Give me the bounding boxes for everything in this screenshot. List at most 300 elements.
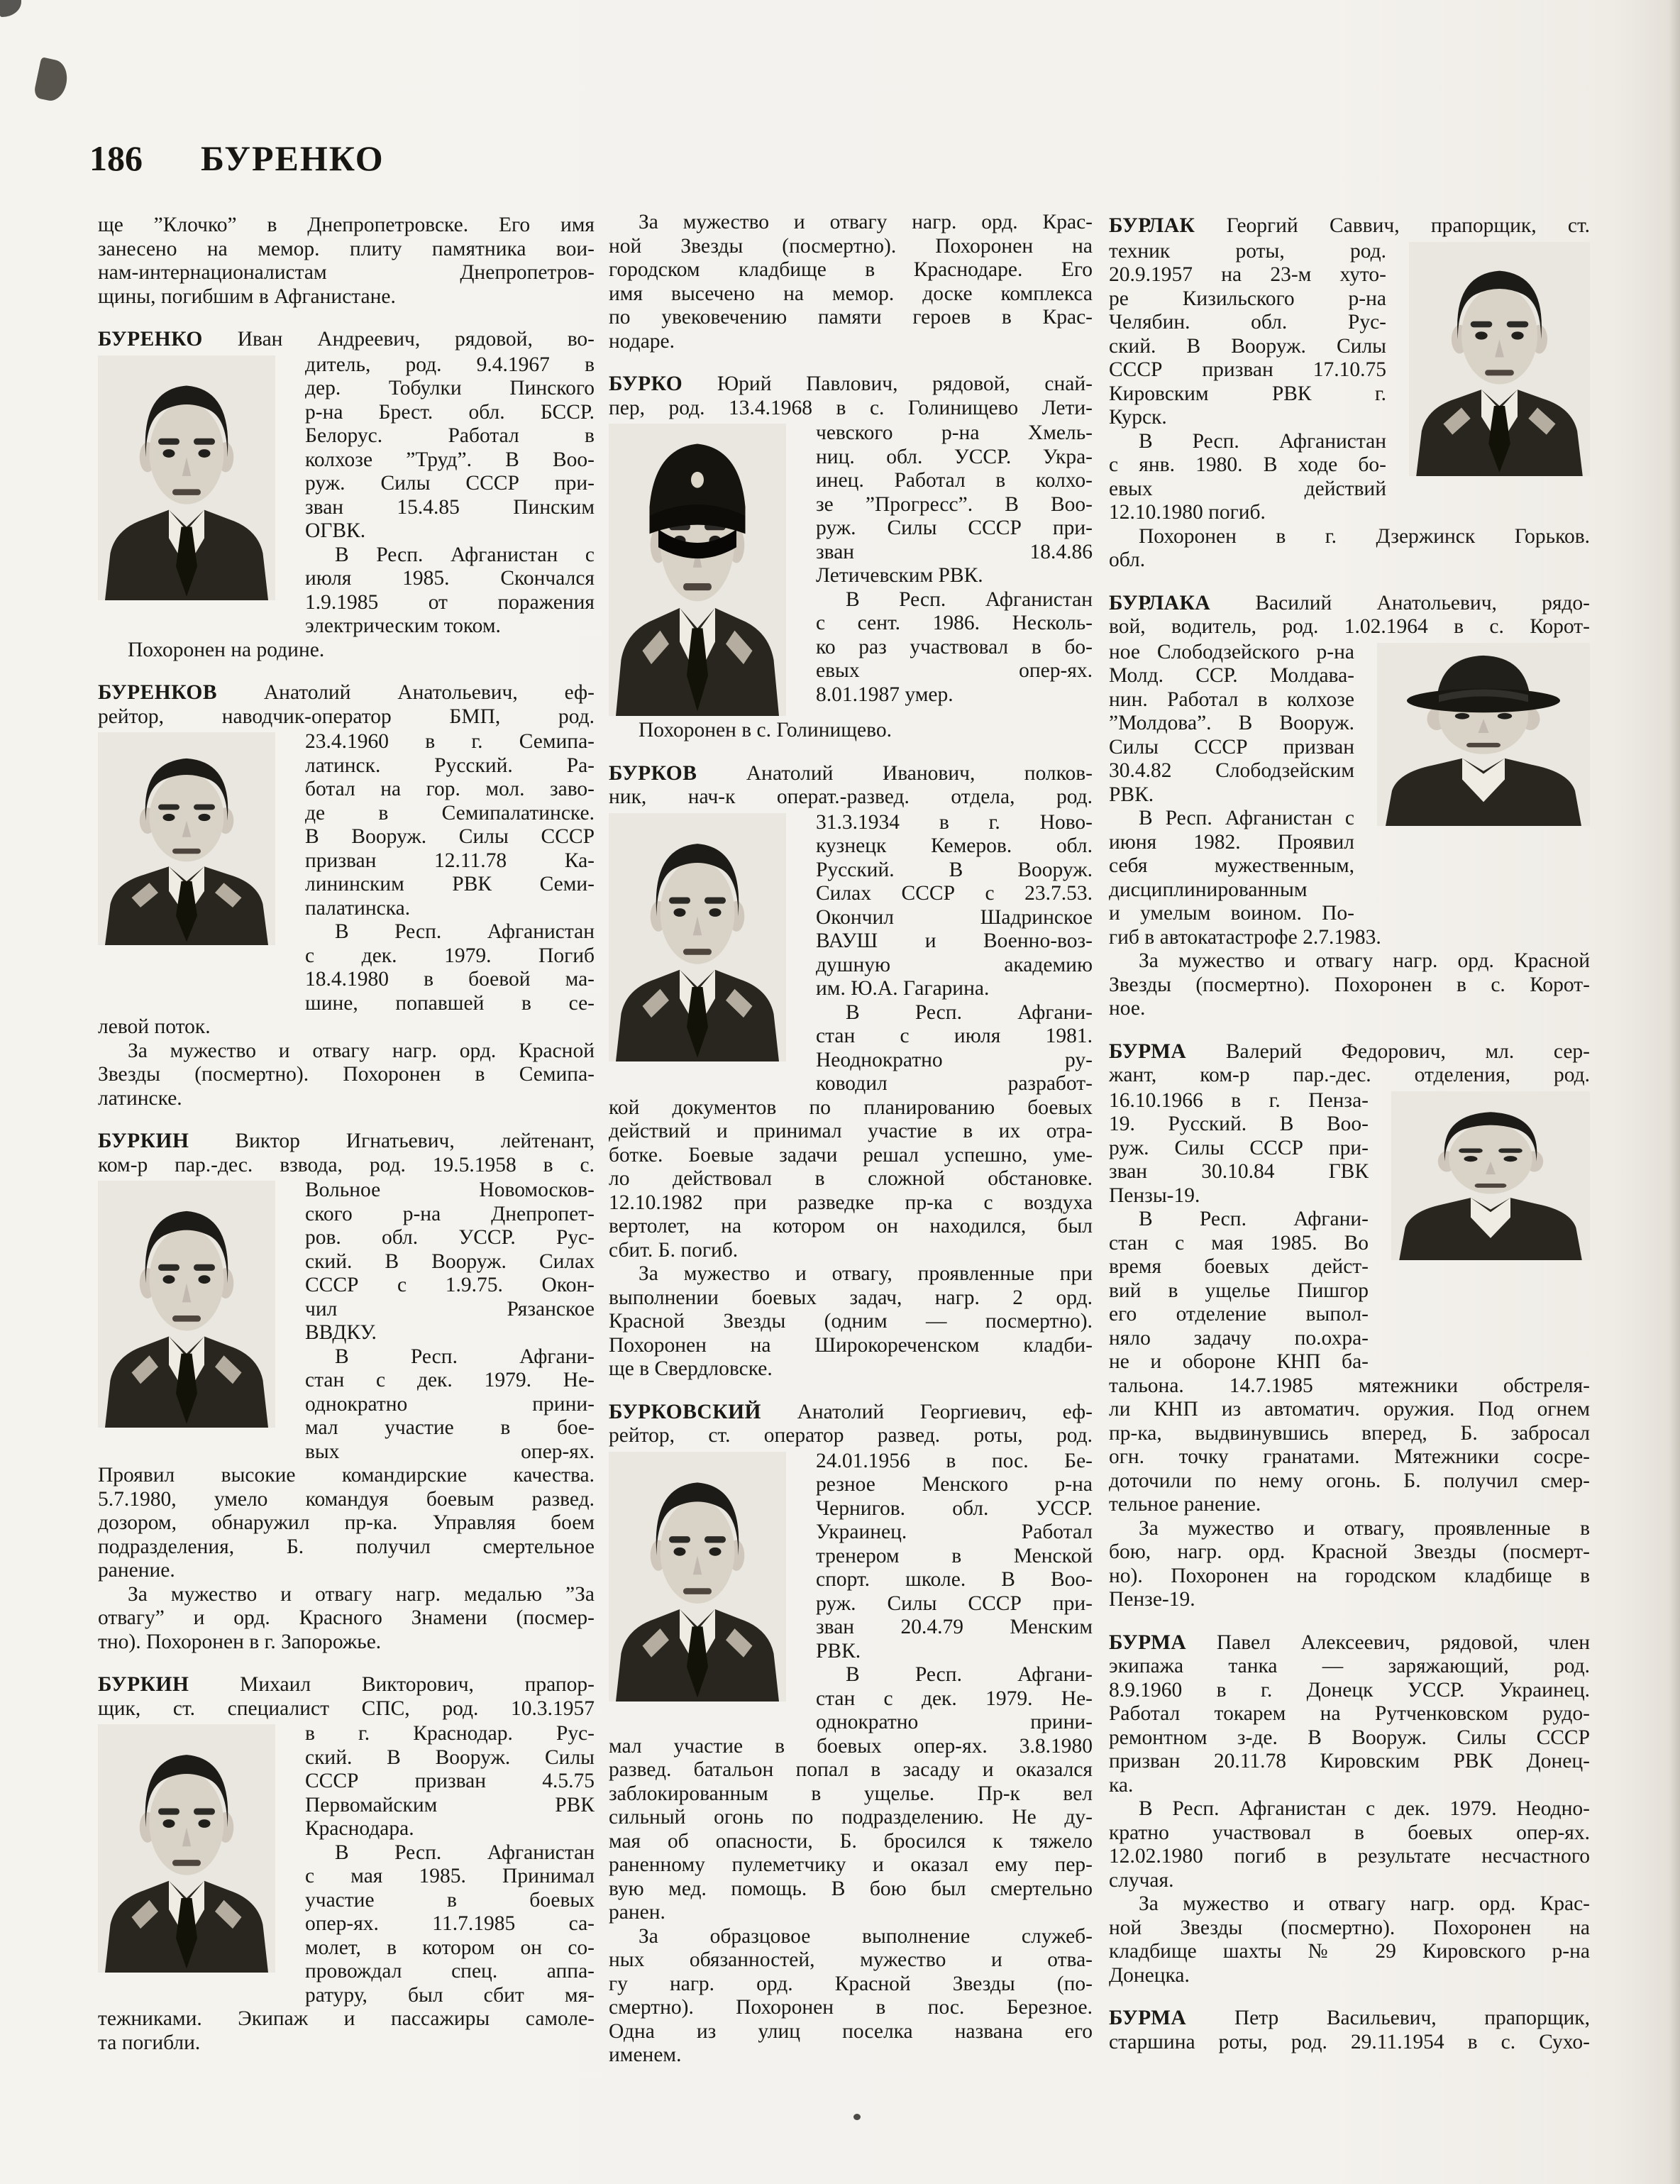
text-line: Окончил Шадринское [816, 905, 1093, 929]
page-edge-shadow [1669, 0, 1680, 2184]
text-line: Курск. [1109, 406, 1167, 429]
text-line: Пензе-19. [1109, 1588, 1195, 1611]
text-line: кратно участвовал в боевых опер-ях. [1109, 1821, 1590, 1844]
text-line: В Респ. Афганистан с [335, 543, 595, 566]
entry-media-row [609, 421, 1093, 719]
portrait-uniform-icon [609, 813, 786, 1061]
text-line: мая об опасности, Б. бросился к тяжело [609, 1829, 1093, 1853]
text-line: Звезды (посмертно). Похоронен в Семипа- [98, 1063, 595, 1086]
text-line: ский. В Вооруж. Силы [1109, 334, 1386, 358]
paragraph [609, 1096, 1093, 1263]
entry-media-row [1109, 240, 1590, 525]
entry-heading-line: вой, водитель, род. 1.02.1964 в с. Корот- [1109, 615, 1590, 638]
portrait-suit-icon [98, 355, 275, 600]
entry-media-row [98, 353, 595, 639]
text-line: Молд. ССР. Молдава- [1109, 664, 1354, 687]
text-line: РВК. [816, 1639, 861, 1662]
photo-burkov-portrait [609, 813, 786, 1061]
surname-text: БУРЛАКА [1109, 591, 1211, 614]
text-line: ло действовал в сложной обстановке. [609, 1167, 1093, 1190]
text-line: с сент. 1986. Несколь- [816, 612, 1093, 634]
entry-full-text [98, 2007, 595, 2055]
text-line: 5.7.1980, умело командуя боевым развед. [98, 1487, 595, 1511]
text-line: июля 1985. Скончался [305, 567, 595, 590]
text-line: лининским РВК Семи- [305, 873, 595, 895]
text-line: щины, погибшим в Афганистане. [98, 285, 396, 308]
text-line: тренером в Менской [816, 1544, 1093, 1567]
paragraph [305, 920, 595, 1015]
text-line: руж. Силы СССР при- [1109, 1136, 1369, 1159]
text-line: СССР с 1.9.75. Окон- [305, 1274, 595, 1296]
surname-text: БУРКОВ [609, 761, 697, 785]
entry-burma-pavel [1109, 1631, 1590, 1988]
entry-name-line: БУРЛАК Георгий Саввич, прапорщик, ст. [1109, 214, 1590, 237]
text-line: 23.4.1960 в г. Семипа- [305, 730, 595, 753]
text-line: зван 30.10.84 ГВК [1109, 1160, 1369, 1183]
text-line: провождал спец. аппа- [305, 1960, 595, 1982]
column-1 [98, 214, 595, 2055]
paragraph [816, 1450, 1093, 1664]
entry-full-text [609, 1096, 1093, 1381]
paragraph [305, 1722, 595, 1841]
entry-heading [1109, 1040, 1590, 1088]
text-line: Вольное Новомосков- [305, 1179, 595, 1201]
entry-name-line: БУРМА Петр Васильевич, прапорщик, [1109, 2007, 1590, 2029]
text-line: Работал токарем на Рутченковском рудо- [1109, 1702, 1590, 1725]
text-line: За мужество и отвагу нагр. орд. Крас- [1139, 1892, 1590, 1915]
text-line: ще ”Клочко” в Днепропетровске. Его имя [98, 214, 595, 236]
entry-burma-petr [1109, 2007, 1590, 2054]
text-line: имя высечено на мемор. доске комплекса [609, 282, 1093, 305]
text-line: отвагу” и орд. Красного Знамени (посмер- [98, 1606, 595, 1629]
entry-name-line: БУРКИН Михаил Викторович, прапор- [98, 1673, 595, 1696]
text-line: За мужество и отвагу, проявленные в [1139, 1516, 1590, 1540]
paragraph [98, 639, 595, 663]
text-line: однократно прини- [816, 1711, 1093, 1733]
entry-heading-line: рейтор, ст. оператор развед. роты, род. [609, 1424, 1093, 1447]
entry-heading [1109, 214, 1590, 238]
text-line: дер. Тобулки Пинского [305, 377, 595, 399]
text-line: но). Похоронен на городском кладбище в [1109, 1564, 1590, 1587]
surname-text: БУРКО [609, 373, 683, 395]
text-line: стан с июля 1981. [816, 1025, 1093, 1047]
text-line: зван 20.4.79 Менским [816, 1616, 1093, 1638]
paragraph [98, 1464, 595, 1583]
entry-side-text [1109, 1089, 1369, 1374]
entry-heading [1109, 592, 1590, 639]
paragraph [1109, 1208, 1369, 1374]
text-line: его отделение выпол- [1109, 1303, 1369, 1325]
entry-heading [609, 1401, 1093, 1448]
paragraph [305, 544, 595, 639]
entry-media-row [98, 1722, 595, 2007]
text-line: ниц. обл. УССР. Укра- [816, 445, 1093, 468]
paragraph [609, 719, 1093, 743]
text-line: евых действий [1109, 477, 1386, 500]
photo-burenkov-portrait [98, 732, 275, 945]
text-line: В Респ. Афганистан [846, 588, 1093, 611]
text-line: ных обязанностей, мужество и отва- [609, 1948, 1093, 1971]
text-line: по увековечению памяти героев в Крас- [609, 306, 1093, 329]
text-line: с дек. 1979. Погиб [305, 944, 595, 967]
entry-burlak [1109, 214, 1590, 573]
paragraph [609, 1262, 1093, 1381]
text-line: РВК. [1109, 783, 1154, 806]
entry-full-text [1109, 525, 1590, 573]
text-line: чевского р-на Хмель- [816, 421, 1093, 444]
text-line: та погибли. [98, 2031, 201, 2054]
text-line: СССР призван 17.10.75 [1109, 358, 1386, 381]
text-line: Силы СССР призван [1109, 735, 1354, 759]
portrait-uniform-icon [98, 1724, 275, 1973]
text-line: вых опер-ях. [305, 1440, 595, 1463]
text-line: ранение. [98, 1559, 175, 1582]
text-line: 19. Русский. В Воо- [1109, 1113, 1369, 1135]
entry-side-text [1109, 641, 1354, 926]
text-line: 12.02.1980 погиб в результате несчастного [1109, 1845, 1590, 1868]
text-line: дозором, обнаружил пр-ка. Управляя боем [98, 1511, 595, 1534]
text-line: обл. [1109, 548, 1146, 571]
text-line: Белорус. Работал в [305, 424, 595, 447]
text-line: Первомайским РВК [305, 1793, 595, 1816]
text-line: тно). Похоронен в г. Запорожье. [98, 1630, 382, 1653]
text-line: р-на Брест. обл. БССР. [305, 400, 595, 424]
entry-side-text [816, 811, 1093, 1096]
text-line: В Респ. Афганистан [335, 920, 595, 943]
paragraph [816, 421, 1093, 588]
entry-name-line: БУРКОВ Анатолий Иванович, полков- [609, 761, 1093, 785]
entry-full-text [609, 719, 1093, 743]
entry-full-text [1109, 1655, 1590, 1987]
paragraph [98, 1039, 595, 1111]
text-line: кузнецк Кемеров. обл. [816, 834, 1093, 857]
entry-burlaka [1109, 592, 1590, 1021]
paragraph [305, 730, 595, 920]
text-line: и умелым воином. По- [1109, 902, 1354, 925]
text-line: выполнении боевых задач, нагр. 2 орд. [609, 1286, 1093, 1309]
text-line: пр-ка, выдвинувшись вперед, Б. забросал [1109, 1421, 1590, 1445]
text-line: Одна из улиц поселка названа его [609, 2019, 1093, 2043]
text-line: За мужество и отвагу нагр. орд. Красной [128, 1039, 595, 1062]
text-line: мал участие в бое- [305, 1416, 595, 1439]
entry-name-line: БУРЕНКО Иван Андреевич, рядовой, во- [98, 328, 595, 351]
entry-media-row [609, 1450, 1093, 1735]
portrait-hat-icon [1377, 643, 1590, 826]
paragraph [1109, 926, 1590, 950]
entry-heading-line: старшина роты, род. 29.11.1954 в с. Сухо- [1109, 2030, 1590, 2053]
text-line: 12.10.1980 погиб. [1109, 501, 1266, 524]
text-line: кой документов по планированию боевых [609, 1096, 1093, 1119]
photo-burlak-portrait [1409, 242, 1590, 476]
text-line: 12.10.1982 при разведке пр-ка с воздуха [609, 1191, 1093, 1214]
photo-burenko-portrait [98, 355, 275, 600]
page-number: 186 [89, 138, 143, 178]
text-line: занесено на мемор. плиту памятника вои- [98, 237, 595, 260]
paragraph [1109, 807, 1354, 926]
entry-side-text [305, 353, 595, 639]
text-line: Украинец. Работал [816, 1521, 1093, 1543]
surname-text: БУРЛАК [1109, 214, 1195, 237]
surname-text: БУРКОВСКИЙ [609, 1400, 762, 1423]
scan-artifact-dot [853, 2114, 861, 2120]
text-line: ботал на гор. мол. заво- [305, 778, 595, 800]
paragraph [1109, 240, 1386, 430]
text-line: ”Молдова”. В Вооруж. [1109, 712, 1354, 734]
paragraph [1109, 949, 1590, 1021]
text-line: Челябин. обл. Рус- [1109, 311, 1386, 333]
entry-heading-line: щик, ст. специалист СПС, род. 10.3.1957 [98, 1697, 595, 1720]
text-line: шине, попавшей в се- [305, 991, 595, 1015]
text-line: 8.9.1960 в г. Донецк УССР. Украинец. [1109, 1678, 1590, 1702]
entry-previous-page-continuation [98, 214, 595, 309]
text-line: подразделения, Б. получил смертельное [98, 1535, 595, 1558]
entry-media-row [98, 1179, 595, 1464]
entry-full-text [98, 1015, 595, 1110]
paragraph [98, 2007, 595, 2055]
entry-burkin-mikhail-continuation [609, 211, 1093, 353]
text-line: зван 15.4.85 Пинским [305, 495, 595, 519]
entry-media-row [1109, 1089, 1590, 1374]
entry-side-text [305, 1722, 595, 2007]
entry-full-text [98, 639, 595, 663]
entry-side-text [305, 1179, 595, 1464]
paragraph [1109, 430, 1386, 525]
text-line: Русский. В Вооруж. [816, 858, 1093, 881]
paragraph [305, 1179, 595, 1345]
text-line: ли КНП из автоматич. оружия. Под огнем [1109, 1398, 1590, 1421]
text-line: евых опер-ях. [816, 659, 1093, 682]
paragraph [1109, 1797, 1590, 1892]
text-line: палатинска. [305, 896, 411, 920]
text-line: в г. Краснодар. Рус- [305, 1722, 595, 1745]
text-line: призван 20.11.78 Кировским РВК Донец- [1109, 1750, 1590, 1772]
text-line: нин. Работал в колхозе [1109, 688, 1354, 711]
text-line: тальона. 14.7.1985 мятежники обстреля- [1109, 1374, 1590, 1397]
entry-burkov [609, 762, 1093, 1381]
text-line: Донецка. [1109, 1963, 1190, 1987]
paragraph [816, 811, 1093, 1001]
text-line: ров. обл. УССР. Рус- [305, 1226, 595, 1249]
paragraph [609, 211, 1093, 353]
text-line: ремонтном з-де. В Вооруж. Силы СССР [1109, 1726, 1590, 1749]
text-line: с мая 1985. Принимал [305, 1865, 595, 1887]
text-line: время боевых дейст- [1109, 1255, 1369, 1278]
portrait-peaked-cap-icon [609, 424, 786, 716]
text-line: зе ”Прогресс”. В Воо- [816, 492, 1093, 516]
text-line: стан с мая 1985. Во [1109, 1231, 1369, 1254]
text-line: За образцовое выполнение служеб- [639, 1924, 1093, 1948]
text-line: латинск. Русский. Ра- [305, 754, 595, 777]
text-line: За мужество и отвагу нагр. медалью ”За [128, 1582, 595, 1606]
entry-name-line: БУРМА Валерий Федорович, мл. сер- [1109, 1039, 1590, 1063]
text-line: В Респ. Афгани- [335, 1345, 595, 1368]
entry-name-line: БУРКИН Виктор Игнатьевич, лейтенант, [98, 1130, 595, 1152]
text-line: ное Слободзейского р-на [1109, 640, 1354, 663]
entry-burko [609, 373, 1093, 743]
entry-burkin-viktor [98, 1130, 595, 1654]
text-line: случая. [1109, 1868, 1174, 1892]
text-line: ководил разработ- [816, 1072, 1093, 1095]
text-line: 24.01.1956 в пос. Бе- [816, 1449, 1093, 1472]
text-line: городском кладбище в Краснодаре. Его [609, 258, 1093, 281]
text-line: ной Звезды (посмертно). Похоронен на [609, 234, 1093, 258]
text-line: ре Кизильского р-на [1109, 287, 1386, 310]
entry-full-text [1109, 1374, 1590, 1612]
text-line: 30.4.82 Слободзейским [1109, 759, 1354, 782]
text-line: Проявил высокие командирские качества. [98, 1464, 595, 1487]
running-head-title: БУРЕНКО [201, 138, 385, 178]
text-line: латинске. [98, 1086, 182, 1110]
text-line: заблокированным в ущелье. Пр-к вел [609, 1782, 1093, 1805]
scan-artifact-blotch [33, 57, 70, 103]
text-line: действий и принимал участие в их отра- [609, 1120, 1093, 1142]
text-line: именем. [609, 2044, 682, 2066]
text-line: В Респ. Афганистан с [1139, 807, 1354, 829]
text-line: няло задачу по.охра- [1109, 1326, 1369, 1350]
text-line: участие в боевых [305, 1888, 595, 1912]
photo-burlaka-portrait [1377, 643, 1590, 826]
text-line: гу нагр. орд. Красной Звезды (по- [609, 1972, 1093, 1995]
surname-text: БУРЕНКО [98, 328, 203, 351]
text-line: резное Менского р-на [816, 1473, 1093, 1496]
column-3 [1109, 214, 1590, 2054]
entry-name-line: БУРМА Павел Алексеевич, рядовой, член [1109, 1631, 1590, 1654]
text-line: 31.3.1934 в г. Ново- [816, 810, 1093, 834]
text-line: вий в ущелье Пишгор [1109, 1279, 1369, 1302]
text-line: Неоднократно ру- [816, 1048, 1093, 1071]
entry-heading-line: ник, нач-к операт.-развед. отдела, род. [609, 785, 1093, 808]
photo-burkin-mikhail-portrait [98, 1724, 275, 1973]
paragraph [305, 353, 595, 544]
text-line: Красной Звезды (одним — посмертно). [609, 1310, 1093, 1333]
text-line: В Респ. Афганистан с дек. 1979. Неодно- [1139, 1797, 1590, 1820]
text-line: чил Рязанское [305, 1297, 595, 1320]
paragraph [305, 1345, 595, 1465]
text-line: ский. В Вооруж. Силах [305, 1250, 595, 1273]
text-line: Похоронен на Широкореченском кладби- [609, 1333, 1093, 1357]
text-line: ботке. Боевые задачи решал успешно, уме- [609, 1143, 1093, 1167]
text-line: техник роты, род. [1109, 239, 1386, 263]
text-line: ОГВК. [305, 519, 366, 542]
text-line: СССР призван 4.5.75 [305, 1770, 595, 1792]
entry-side-text [1109, 240, 1386, 525]
text-line: дитель, род. 9.4.1967 в [305, 353, 595, 376]
entry-full-text [609, 211, 1093, 353]
text-line: За мужество и отвагу нагр. орд. Крас- [639, 211, 1093, 233]
text-line: ной Звезды (посмертно). Похоронен на [1109, 1916, 1590, 1939]
entry-full-text [98, 214, 595, 309]
entry-media-row [1109, 641, 1590, 926]
text-line: инец. Работал в колхо- [816, 469, 1093, 492]
text-line: левой поток. [98, 1015, 211, 1038]
surname-text: БУРМА [1109, 1039, 1187, 1063]
entry-heading-line: жант, ком-р пар.-дес. отделения, род. [1109, 1064, 1590, 1086]
text-line: душную академию [816, 953, 1093, 976]
text-line: огн. точку гранатами. Мятежники сосре- [1109, 1445, 1590, 1468]
paragraph [98, 1583, 595, 1655]
text-line: ского р-на Днепропет- [305, 1202, 595, 1225]
text-line: экипажа танка — заряжающий, род. [1109, 1655, 1590, 1677]
photo-burko-portrait [609, 424, 786, 716]
paragraph [305, 1841, 595, 2008]
portrait-uniform-icon [98, 732, 275, 945]
text-line: Летичевским РВК. [816, 564, 983, 587]
entry-heading-line: рейтор, наводчик-оператор БМП, род. [98, 705, 595, 728]
paragraph [816, 1001, 1093, 1096]
text-line: Похоронен на родине. [128, 638, 325, 661]
paragraph [1109, 641, 1354, 807]
text-line: призван 12.11.78 Ка- [305, 849, 595, 872]
text-line: руж. Силы СССР при- [816, 517, 1093, 539]
entry-burenko [98, 328, 595, 662]
entry-side-text [305, 730, 595, 1015]
text-line: смертно). Похоронен в пос. Березное. [609, 1996, 1093, 2019]
portrait-uniform-icon [1409, 242, 1590, 476]
surname-text: БУРЕНКОВ [98, 681, 218, 704]
text-line: себя мужественным, [1109, 854, 1354, 877]
text-line: раненному пулеметчику и оказал ему пер- [609, 1853, 1093, 1876]
text-line: В Респ. Афгани- [846, 1663, 1093, 1686]
text-line: За мужество и отвагу, проявленные при [639, 1262, 1093, 1285]
paragraph [98, 214, 595, 309]
text-line: мал участие в боевых опер-ях. 3.8.1980 [609, 1734, 1093, 1758]
entry-heading-line: ком-р пар.-дес. взвода, род. 19.5.1958 в с. [98, 1153, 595, 1176]
entry-burenkov [98, 681, 595, 1110]
text-line: опер-ях. 11.7.1985 са- [305, 1912, 595, 1935]
entry-full-text [609, 1735, 1093, 2068]
entry-side-text [816, 421, 1093, 707]
text-line: тежниками. Экипаж и пассажиры самоле- [98, 2007, 595, 2030]
text-line: Краснодара. [305, 1817, 414, 1840]
text-line: спорт. школе. В Воо- [816, 1568, 1093, 1591]
text-line: В Респ. Афганистан [1139, 429, 1386, 453]
entry-burma-valeriy [1109, 1040, 1590, 1612]
paragraph [1109, 1089, 1369, 1208]
paragraph [816, 1663, 1093, 1735]
text-line: 1.9.1985 от поражения [305, 590, 595, 614]
text-line: тельное ранение. [1109, 1493, 1261, 1516]
portrait-uniform-icon [98, 1181, 275, 1428]
entry-name-line: БУРКОВСКИЙ Анатолий Георгиевич, еф- [609, 1400, 1093, 1423]
text-line: ский. В Вооруж. Силы [305, 1745, 595, 1769]
text-line: ще в Свердловске. [609, 1357, 773, 1380]
entry-heading [609, 762, 1093, 810]
photo-burkin-viktor-portrait [98, 1181, 275, 1428]
entry-heading [98, 328, 595, 352]
paragraph [1109, 1655, 1590, 1797]
text-line: 16.10.1966 в г. Пенза- [1109, 1088, 1369, 1112]
text-line: Похоронен в г. Дзержинск Горьков. [1139, 524, 1590, 548]
text-line: гиб в автокатастрофе 2.7.1983. [1109, 925, 1381, 949]
photo-burma-valeriy-portrait [1391, 1091, 1590, 1260]
surname-text: БУРМА [1109, 2007, 1187, 2029]
paragraph [1109, 1892, 1590, 1987]
paragraph [1109, 1374, 1590, 1517]
column-2 [609, 211, 1093, 2068]
text-line: сбит. Б. погиб. [609, 1238, 739, 1262]
text-line: руж. Силы СССР при- [305, 472, 595, 495]
entry-full-text [1109, 926, 1590, 1021]
text-line: ранен. [609, 1901, 665, 1924]
text-line: Кировским РВК г. [1109, 382, 1386, 405]
entry-heading [609, 373, 1093, 420]
text-line: В Вооруж. Силы СССР [305, 825, 595, 848]
text-line: с янв. 1980. В ходе бо- [1109, 453, 1386, 476]
entry-name-line: БУРЕНКОВ Анатолий Анатольевич, еф- [98, 681, 595, 704]
entry-heading [1109, 1631, 1590, 1655]
entry-heading [98, 681, 595, 729]
paragraph [609, 1735, 1093, 1925]
